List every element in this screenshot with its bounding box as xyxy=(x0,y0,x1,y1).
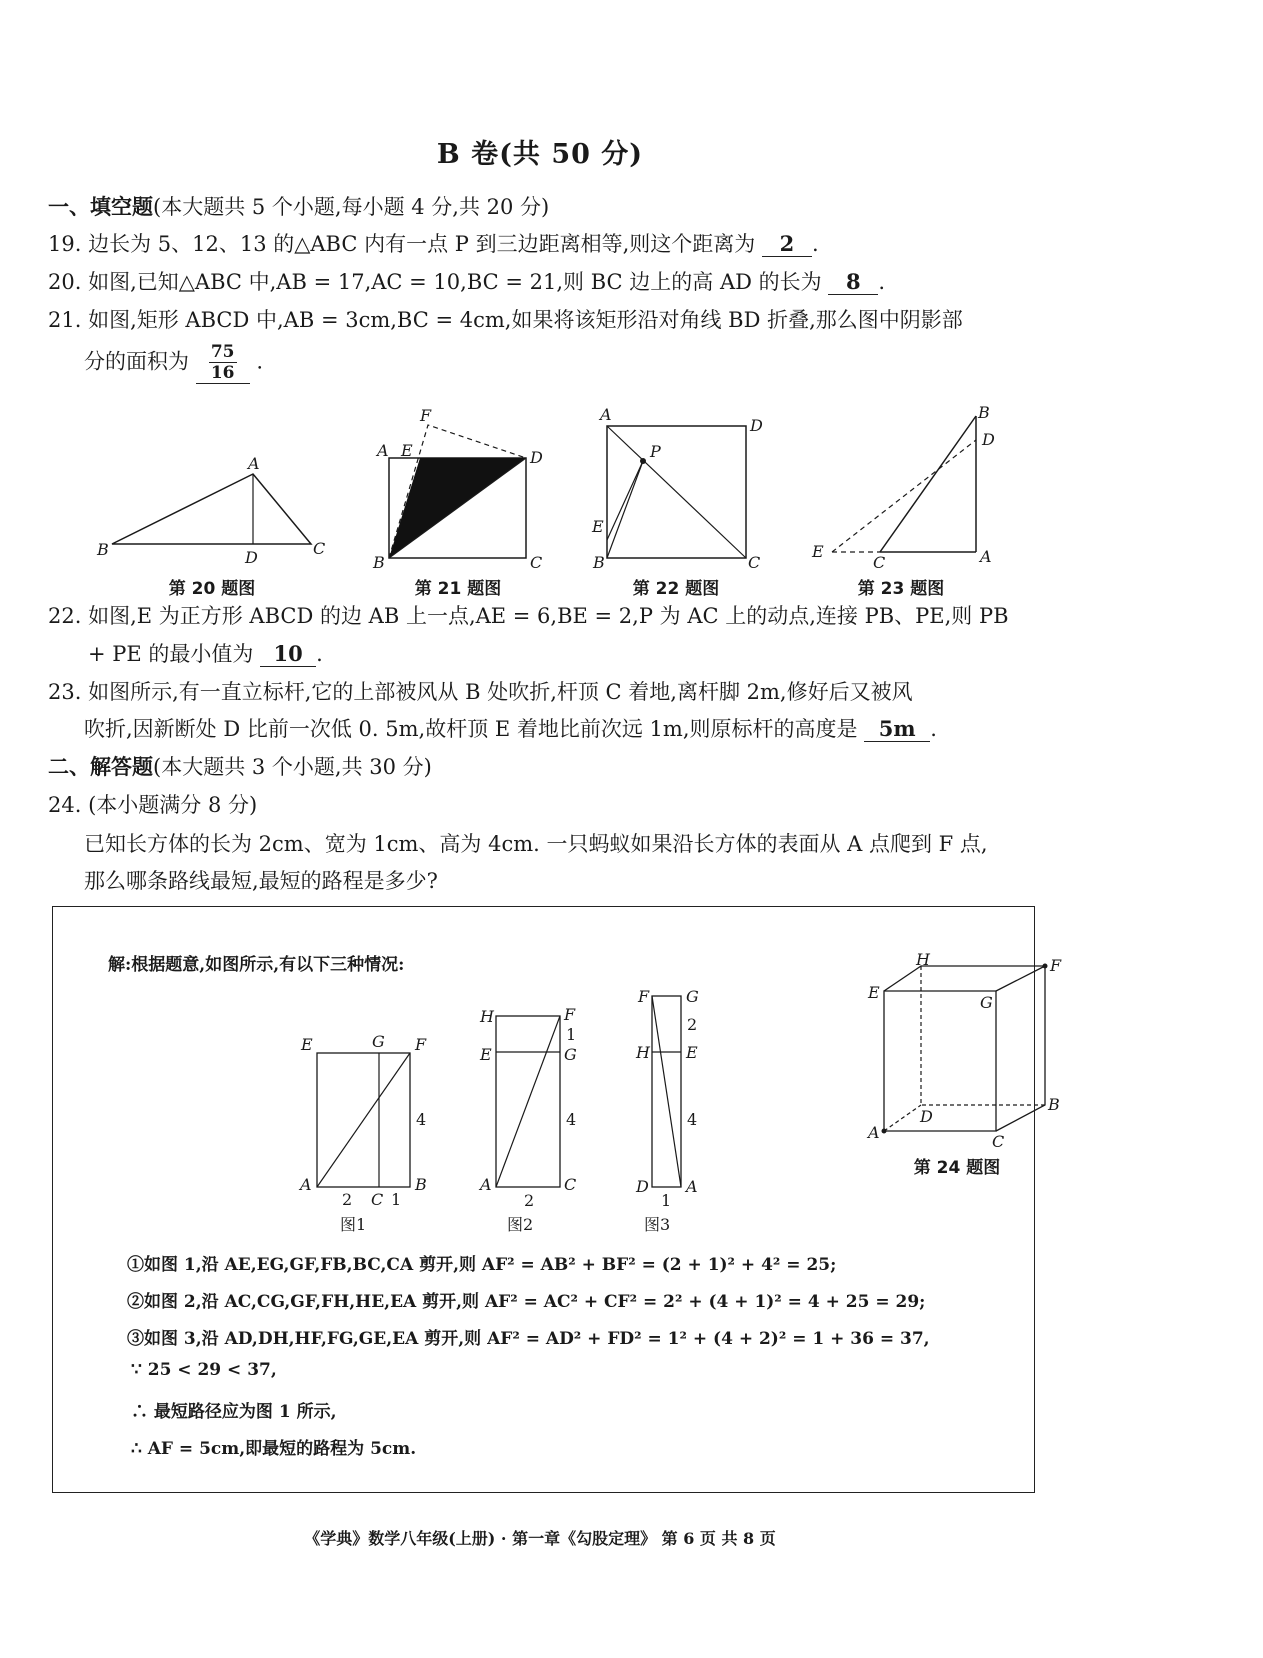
q20-text: 20. 如图,已知△ABC 中,AB = 17,AC = 10,BC = 21,则 BC 边上的高 AD 的长为 xyxy=(48,270,822,294)
question-21-line-1: 21. 如图,矩形 ABCD 中,AB = 3cm,BC = 4cm,如果将该矩形沿对角线 BD 折叠,那么图中阴影部 xyxy=(48,308,963,332)
fig2-caption: 图2 xyxy=(507,1215,534,1234)
q21-end: . xyxy=(256,349,264,374)
q22-answer: 10 xyxy=(260,642,316,667)
question-24-line-1: 已知长方体的长为 2cm、宽为 1cm、高为 4cm. 一只蚂蚁如果沿长方体的表面从 A 点爬到 F 点, xyxy=(84,832,988,856)
fig22-caption: 第 22 题图 xyxy=(632,579,720,599)
section-1-note: (本大题共 5 个小题,每小题 4 分,共 20 分) xyxy=(153,195,550,219)
figure-21 xyxy=(372,406,543,572)
page-footer: 《学典》数学八年级(上册) · 第一章《勾股定理》 第 6 页 共 8 页 xyxy=(304,1529,776,1548)
fig20-label-a: A xyxy=(248,454,260,473)
fig1-dim-height: 4 xyxy=(416,1110,427,1129)
fig22-label-a: A xyxy=(600,405,612,424)
solution-case-3: ③如图 3,沿 AD,DH,HF,FG,GE,EA 剪开,则 AF² = AD² + FD² = 1² + (4 + 2)² = 1 + 36 = 37, xyxy=(127,1329,930,1349)
q19-answer: 2 xyxy=(762,232,812,257)
cuboid-label-f: F xyxy=(1050,956,1062,975)
cuboid-hidden-edges xyxy=(921,966,1045,1105)
question-19 xyxy=(48,229,819,259)
fig1-dim-width: 1 xyxy=(391,1190,402,1209)
fig20-label-c: C xyxy=(313,539,326,558)
q22-text: + PE 的最小值为 xyxy=(88,642,254,666)
cuboid-hidden-edge-ad xyxy=(884,1105,921,1131)
question-20 xyxy=(48,267,885,297)
q19-end: . xyxy=(811,232,819,256)
question-24-line-2: 那么哪条路线最短,最短的路程是多少? xyxy=(84,869,438,893)
fig23-label-d: D xyxy=(982,430,995,449)
solution-figure-1 xyxy=(298,1032,427,1209)
cuboid-front-face xyxy=(884,991,996,1131)
q23-answer: 5m xyxy=(864,717,930,742)
cuboid-label-e: E xyxy=(868,983,880,1002)
fig23-label-b: B xyxy=(978,403,990,422)
fig2-label-h: H xyxy=(480,1007,494,1026)
fig2-path-af xyxy=(496,1016,560,1187)
cuboid-point-a xyxy=(882,1129,887,1134)
solution-intro: 解:根据题意,如图所示,有以下三种情况: xyxy=(108,955,405,975)
solution-figures xyxy=(52,950,1062,1240)
q21-answer-fraction xyxy=(196,342,250,384)
solution-conclusion-2: ∴ AF = 5cm,即最短的路程为 5cm. xyxy=(131,1439,417,1459)
fig23-label-c: C xyxy=(873,553,886,572)
fig2-label-e: E xyxy=(480,1045,492,1064)
fig3-path-af xyxy=(652,996,681,1187)
question-23-line-1: 23. 如图所示,有一直立标杆,它的上部被风从 B 处吹折,杆顶 C 着地,离杆脚 2m,修好后又被风 xyxy=(48,680,913,704)
figure-23 xyxy=(811,403,995,572)
section-2-heading xyxy=(48,752,432,782)
fig21-label-d: D xyxy=(530,448,543,467)
solution-conclusion-1: ∴ 最短路径应为图 1 所示, xyxy=(131,1402,337,1422)
fig23-label-a: A xyxy=(980,547,992,566)
q21-answer-denominator: 16 xyxy=(210,363,235,383)
section-1-heading xyxy=(48,192,549,222)
fig1-path-af xyxy=(317,1053,410,1187)
question-24-head: 24. (本小题满分 8 分) xyxy=(48,793,258,817)
fig22-label-b: B xyxy=(593,553,605,572)
solution-figure-2 xyxy=(478,1005,577,1210)
fig21-label-e: E xyxy=(401,441,413,460)
section-2-note: (本大题共 3 个小题,共 30 分) xyxy=(153,755,432,779)
fig22-segment-pe xyxy=(607,461,643,540)
q21-answer-numerator: 75 xyxy=(210,342,235,362)
fig22-label-p: P xyxy=(650,442,661,461)
fig22-diagonal-ac xyxy=(607,426,746,558)
fig20-label-b: B xyxy=(97,540,109,559)
q19-text: 19. 边长为 5、12、13 的△ABC 内有一点 P 到三边距离相等,则这个距离为 xyxy=(48,232,756,256)
fig24-caption: 第 24 题图 xyxy=(913,1158,1001,1178)
q22-end: . xyxy=(316,642,323,666)
fig3-caption: 图3 xyxy=(644,1215,671,1234)
figures-row xyxy=(0,400,1080,570)
solution-figure-3 xyxy=(635,987,699,1210)
solution-case-2: ②如图 2,沿 AC,CG,GF,FH,HE,EA 剪开,则 AF² = AC² + CF² = 2² + (4 + 1)² = 4 + 25 = 29; xyxy=(127,1292,926,1312)
question-21-line-2 xyxy=(84,342,263,384)
fig1-label-a: A xyxy=(300,1175,312,1194)
cuboid-label-g: G xyxy=(980,993,993,1012)
fig3-label-a: A xyxy=(686,1177,698,1196)
fig20-triangle xyxy=(112,474,311,544)
fig20-label-d: D xyxy=(245,548,258,567)
cuboid-top-edge xyxy=(996,966,1045,991)
cuboid-label-a: A xyxy=(868,1123,880,1142)
fig2-label-f: F xyxy=(564,1005,576,1024)
fig3-label-f: F xyxy=(638,987,650,1006)
cuboid-point-f xyxy=(1043,964,1048,969)
figure-22 xyxy=(591,405,763,572)
q20-answer: 8 xyxy=(828,270,878,295)
cuboid-label-b: B xyxy=(1048,1095,1060,1114)
fig1-caption: 图1 xyxy=(340,1215,367,1234)
fig22-point-p xyxy=(640,458,646,464)
fig1-dim-length: 2 xyxy=(342,1190,353,1209)
fig2-label-a: A xyxy=(480,1175,492,1194)
q20-end: . xyxy=(878,270,886,294)
fig21-label-b: B xyxy=(373,553,385,572)
fig3-label-d: D xyxy=(636,1177,649,1196)
fig22-label-d: D xyxy=(750,416,763,435)
cuboid-label-c: C xyxy=(992,1132,1005,1151)
fig23-label-e: E xyxy=(812,542,824,561)
fig21-label-f: F xyxy=(420,406,432,425)
question-22-line-2 xyxy=(88,639,323,669)
fig2-label-c: C xyxy=(564,1175,577,1194)
fig22-label-e: E xyxy=(592,517,604,536)
fig1-label-f: F xyxy=(415,1035,427,1054)
fig1-label-b: B xyxy=(415,1175,427,1194)
section-1-label: 一、填空题 xyxy=(48,194,153,219)
fig21-label-a: A xyxy=(377,441,389,460)
fig23-caption: 第 23 题图 xyxy=(857,579,945,599)
fig3-label-g: G xyxy=(686,987,699,1006)
section-2-label: 二、解答题 xyxy=(48,754,153,779)
q21-text: 分的面积为 xyxy=(84,349,189,374)
fig22-label-c: C xyxy=(748,553,761,572)
fig1-label-c: C xyxy=(371,1190,384,1209)
solution-case-1: ①如图 1,沿 AE,EG,GF,FB,BC,CA 剪开,则 AF² = AB² + BF² = (2 + 1)² + 4² = 25; xyxy=(127,1255,837,1275)
q23-text: 吹折,因新断处 D 比前一次低 0. 5m,故杆顶 E 着地比前次远 1m,则原标杆的高度是 xyxy=(84,717,858,741)
fig2-dim-length: 2 xyxy=(524,1191,535,1210)
fig21-caption: 第 21 题图 xyxy=(414,579,502,599)
fig20-caption: 第 20 题图 xyxy=(168,579,256,599)
fig2-dim-height: 4 xyxy=(566,1110,577,1129)
fig1-label-e: E xyxy=(301,1035,313,1054)
fig3-dim-height: 4 xyxy=(687,1110,698,1129)
fig2-dim-width: 1 xyxy=(566,1025,577,1044)
fig3-dim-length: 2 xyxy=(687,1015,698,1034)
figure-20 xyxy=(96,454,325,567)
fig3-label-h: H xyxy=(636,1043,650,1062)
solution-compare: ∵ 25 < 29 < 37, xyxy=(131,1360,277,1380)
fig21-label-c: C xyxy=(530,553,543,572)
q23-end: . xyxy=(930,717,937,741)
page-title: B 卷(共 50 分) xyxy=(436,139,644,170)
cuboid-label-d: D xyxy=(920,1107,933,1126)
fig3-label-e: E xyxy=(686,1043,698,1062)
question-23-line-2 xyxy=(84,714,937,744)
fig2-label-g: G xyxy=(564,1045,577,1064)
question-22-line-1: 22. 如图,E 为正方形 ABCD 的边 AB 上一点,AE = 6,BE = 2,P 为 AC 上的动点,连接 PB、PE,则 PB xyxy=(48,604,1009,628)
fig3-dim-width: 1 xyxy=(661,1191,672,1210)
fig22-segment-pb xyxy=(607,461,643,558)
fig23-first-break xyxy=(880,416,976,552)
fig1-label-g: G xyxy=(372,1032,385,1051)
cuboid-label-h: H xyxy=(916,950,930,969)
fig23-second-break xyxy=(832,440,976,552)
